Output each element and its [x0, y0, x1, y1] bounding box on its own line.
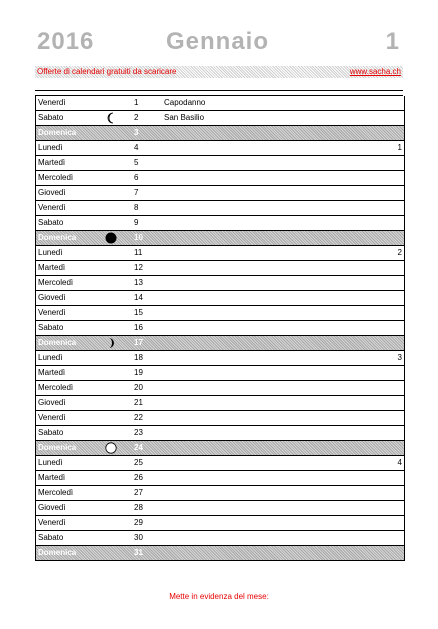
- day-row: [36, 396, 404, 411]
- day-number: 3: [134, 128, 139, 137]
- day-number: 29: [134, 518, 143, 527]
- day-name: Lunedì: [38, 143, 63, 152]
- day-name: Domenica: [38, 338, 77, 347]
- day-row: [36, 216, 404, 231]
- day-row: [36, 141, 404, 156]
- day-number: 12: [134, 263, 143, 272]
- day-name: Mercoledì: [38, 173, 74, 182]
- day-name: Domenica: [38, 548, 77, 557]
- day-number: 18: [134, 353, 143, 362]
- day-row: [36, 336, 404, 351]
- day-row: [36, 501, 404, 516]
- year-title: 2016: [37, 28, 95, 55]
- day-row: [36, 321, 404, 336]
- day-name: Sabato: [38, 323, 64, 332]
- month-title: Gennaio: [166, 28, 270, 55]
- day-row: [36, 276, 404, 291]
- day-row: [36, 516, 404, 531]
- subheader-bar: [35, 66, 403, 78]
- day-name: Mercoledì: [38, 383, 74, 392]
- full-moon-icon: [105, 442, 117, 454]
- day-name: Martedì: [38, 263, 66, 272]
- holiday-label: San Basilio: [164, 113, 205, 122]
- day-number: 25: [134, 458, 143, 467]
- day-name: Sabato: [38, 113, 64, 122]
- week-number: 1: [397, 143, 402, 152]
- day-row: [36, 441, 404, 456]
- week-number: 3: [397, 353, 402, 362]
- day-number: 2: [134, 113, 139, 122]
- day-row: [36, 156, 404, 171]
- day-number: 31: [134, 548, 143, 557]
- day-name: Martedì: [38, 368, 66, 377]
- day-name: Venerdì: [38, 203, 66, 212]
- day-name: Sabato: [38, 428, 64, 437]
- day-row: [36, 381, 404, 396]
- day-number: 17: [134, 338, 143, 347]
- day-name: Domenica: [38, 443, 77, 452]
- day-row: [36, 186, 404, 201]
- footer-note: Mette in evidenza del mese:: [169, 592, 269, 601]
- day-name: Sabato: [38, 533, 64, 542]
- day-row: [36, 96, 404, 111]
- day-name: Giovedì: [38, 293, 66, 302]
- day-name: Giovedì: [38, 188, 66, 197]
- day-name: Mercoledì: [38, 488, 74, 497]
- first-quarter-icon: [105, 337, 117, 349]
- day-name: Domenica: [38, 128, 77, 137]
- day-number: 14: [134, 293, 143, 302]
- day-number: 5: [134, 158, 139, 167]
- day-row: [36, 366, 404, 381]
- day-number: 20: [134, 383, 143, 392]
- week-number: 2: [397, 248, 402, 257]
- new-moon-icon: [105, 232, 117, 244]
- day-number: 8: [134, 203, 139, 212]
- offer-text: Offerte di calendari gratuiti da scaricare: [37, 67, 177, 76]
- day-row: [36, 546, 404, 561]
- day-number: 26: [134, 473, 143, 482]
- day-number: 9: [134, 218, 139, 227]
- day-name: Venerdì: [38, 308, 66, 317]
- last-quarter-icon: [105, 112, 117, 124]
- day-name: Venerdì: [38, 413, 66, 422]
- day-number: 7: [134, 188, 139, 197]
- holiday-label: Capodanno: [164, 98, 206, 107]
- day-row: [36, 351, 404, 366]
- day-row: [36, 306, 404, 321]
- month-number: 1: [385, 28, 400, 55]
- website-link[interactable]: www.sacha.ch: [349, 67, 401, 76]
- day-name: Martedì: [38, 158, 66, 167]
- day-name: Venerdì: [38, 98, 66, 107]
- calendar-table: [35, 96, 405, 561]
- day-number: 30: [134, 533, 143, 542]
- day-number: 21: [134, 398, 143, 407]
- day-number: 11: [134, 248, 143, 257]
- day-row: [36, 426, 404, 441]
- day-row: [36, 486, 404, 501]
- calendar-header: [35, 28, 403, 58]
- day-row: [36, 246, 404, 261]
- day-row: [36, 531, 404, 546]
- day-row: [36, 171, 404, 186]
- day-name: Lunedì: [38, 248, 63, 257]
- day-row: [36, 261, 404, 276]
- day-name: Venerdì: [38, 518, 66, 527]
- day-row: [36, 291, 404, 306]
- day-row: [36, 456, 404, 471]
- day-name: Martedì: [38, 473, 66, 482]
- day-number: 16: [134, 323, 143, 332]
- day-row: [36, 411, 404, 426]
- day-number: 22: [134, 413, 143, 422]
- day-number: 24: [134, 443, 143, 452]
- day-number: 13: [134, 278, 143, 287]
- day-number: 27: [134, 488, 143, 497]
- day-row: [36, 201, 404, 216]
- day-name: Mercoledì: [38, 278, 74, 287]
- day-number: 1: [134, 98, 139, 107]
- day-number: 23: [134, 428, 143, 437]
- week-number: 4: [397, 458, 402, 467]
- day-number: 28: [134, 503, 143, 512]
- day-name: Lunedì: [38, 353, 63, 362]
- day-name: Lunedì: [38, 458, 63, 467]
- day-number: 19: [134, 368, 143, 377]
- day-number: 15: [134, 308, 143, 317]
- day-row: [36, 471, 404, 486]
- day-row: [36, 111, 404, 126]
- day-row: [36, 126, 404, 141]
- day-name: Domenica: [38, 233, 77, 242]
- day-row: [36, 231, 404, 246]
- day-number: 10: [134, 233, 143, 242]
- day-number: 6: [134, 173, 139, 182]
- day-number: 4: [134, 143, 139, 152]
- day-name: Giovedì: [38, 503, 66, 512]
- day-name: Sabato: [38, 218, 64, 227]
- day-name: Giovedì: [38, 398, 66, 407]
